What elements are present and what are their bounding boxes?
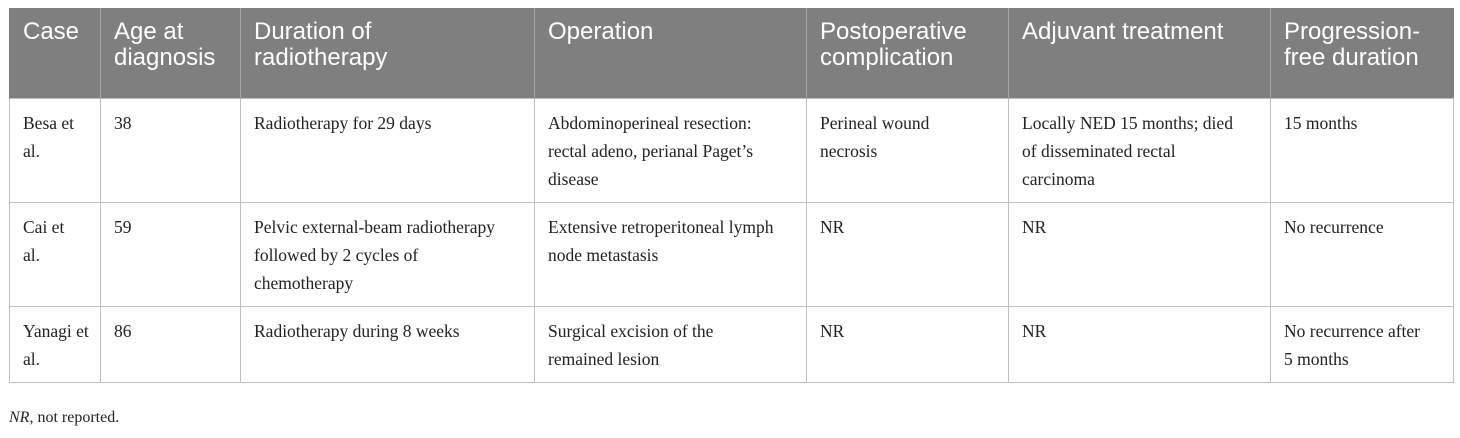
header-case: Case (10, 8, 101, 98)
cell-operation: Extensive retroperitoneal lymph node metastasis (535, 202, 807, 306)
table-row (10, 202, 1454, 306)
cell-progression-free: 15 months (1271, 98, 1454, 202)
header-operation: Operation (535, 8, 807, 98)
cell-duration: Pelvic external-beam radiotherapy followed by 2 cycles of chemotherapy (241, 202, 535, 306)
header-progression-free: Progression-free duration (1271, 8, 1454, 98)
cell-adjuvant: NR (1009, 202, 1271, 306)
cell-age: 86 (101, 306, 241, 382)
cell-operation: Surgical excision of the remained lesion (535, 306, 807, 382)
cell-case: Besa et al. (10, 98, 101, 202)
cell-age: 59 (101, 202, 241, 306)
cell-duration: Radiotherapy during 8 weeks (241, 306, 535, 382)
cell-case: Cai et al. (10, 202, 101, 306)
cell-operation: Abdominoperineal resection: rectal adeno, perianal Paget’s disease (535, 98, 807, 202)
cell-progression-free: No recurrence (1271, 202, 1454, 306)
footnote-abbreviation: NR (9, 409, 30, 426)
header-complication: Postoperative complication (807, 8, 1009, 98)
table-footnote (9, 409, 119, 427)
header-row (10, 8, 1454, 98)
case-table (9, 8, 1454, 383)
footnote-text: , not reported. (29, 409, 120, 426)
header-duration: Duration of radiotherapy (241, 8, 535, 98)
cell-case: Yanagi et al. (10, 306, 101, 382)
cell-adjuvant: Locally NED 15 months; died of disseminated rectal carcinoma (1009, 98, 1271, 202)
cell-complication: NR (807, 306, 1009, 382)
cell-age: 38 (101, 98, 241, 202)
header-age: Age at diagnosis (101, 8, 241, 98)
table-row (10, 306, 1454, 382)
cell-duration: Radiotherapy for 29 days (241, 98, 535, 202)
header-adjuvant: Adjuvant treatment (1009, 8, 1271, 98)
table-row (10, 98, 1454, 202)
cell-adjuvant: NR (1009, 306, 1271, 382)
cell-complication: Perineal wound necrosis (807, 98, 1009, 202)
cell-complication: NR (807, 202, 1009, 306)
cell-progression-free: No recurrence after 5 months (1271, 306, 1454, 382)
